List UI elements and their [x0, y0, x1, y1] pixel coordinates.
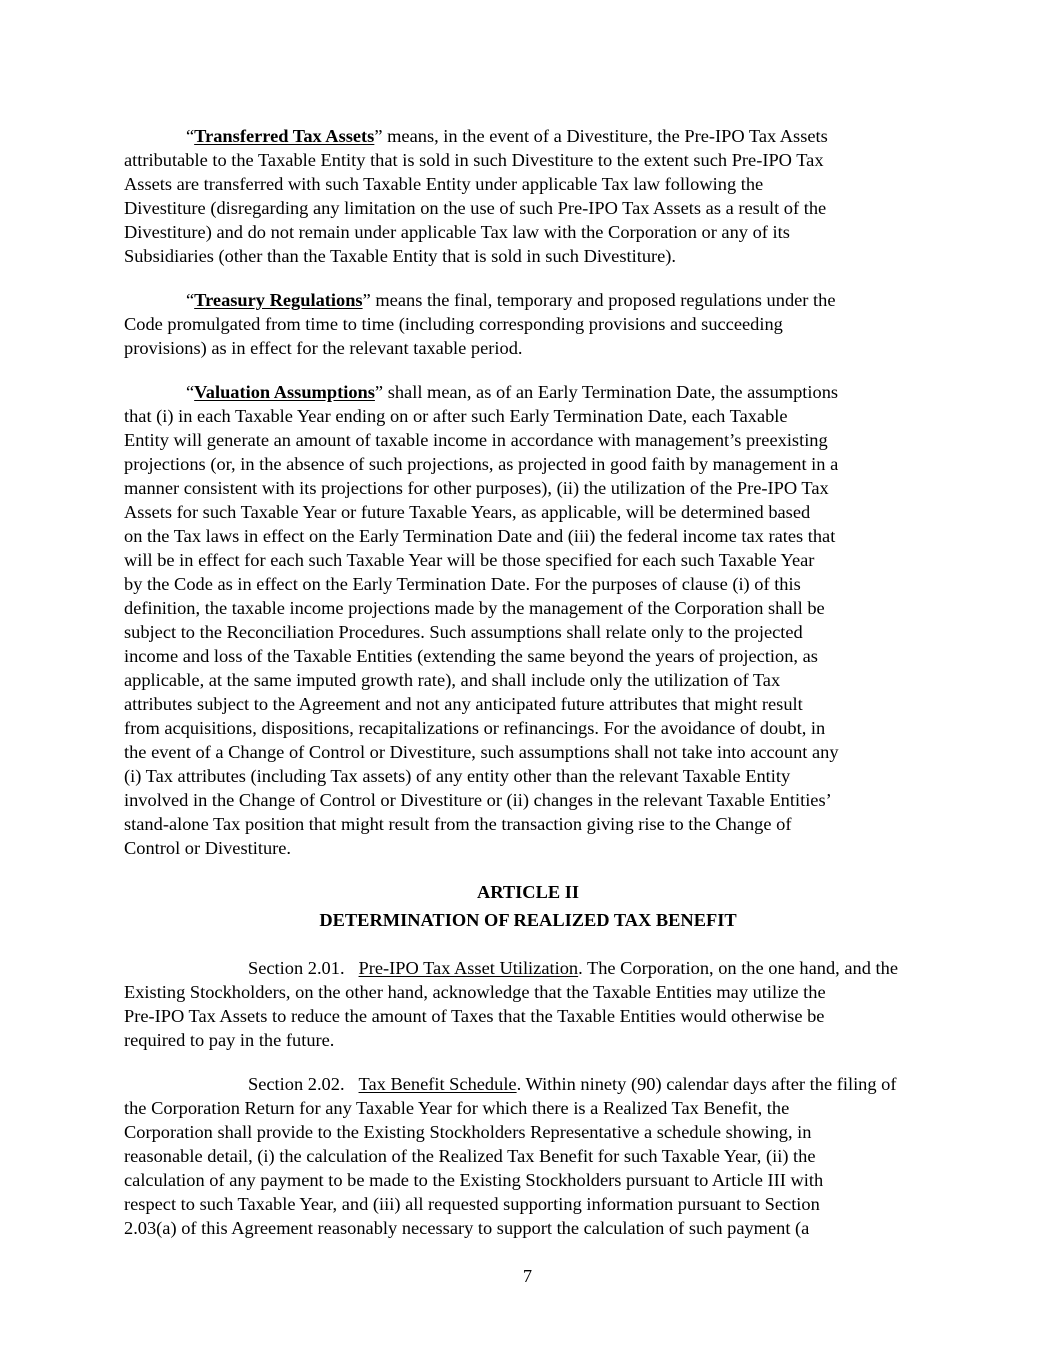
definition-text: means, in the event of a Divestiture, the Pre-IPO Tax Assets	[382, 126, 828, 146]
definition-line: from acquisitions, dispositions, recapitalizations or refinancings. For the avoidance of doubt, in	[124, 718, 826, 738]
section-heading: Tax Benefit Schedule	[358, 1074, 517, 1094]
section-label: Section 2.02.	[248, 1074, 345, 1094]
section-line: 2.03(a) of this Agreement reasonably necessary to support the calculation of such payment (a	[124, 1218, 810, 1238]
definition-line: provisions) as in effect for the relevant taxable period.	[124, 338, 523, 358]
article-title: DETERMINATION OF REALIZED TAX BENEFIT	[319, 910, 737, 930]
definition-text: means the final, temporary and proposed regulations under the	[370, 290, 836, 310]
defined-term: Transferred Tax Assets	[194, 126, 375, 146]
section-line: Corporation shall provide to the Existing Stockholders Representative a schedule showing, in	[124, 1122, 812, 1142]
definition-line: attributable to the Taxable Entity that is sold in such Divestiture to the extent such Pre-IPO Tax	[124, 150, 824, 170]
section-heading: Pre-IPO Tax Asset Utilization	[358, 958, 579, 978]
section-text: . Within ninety (90) calendar days after the filing of	[516, 1074, 897, 1094]
section-line: Pre-IPO Tax Assets to reduce the amount of Taxes that the Taxable Entities would otherwise be	[124, 1006, 825, 1026]
definition-line: definition, the taxable income projections made by the management of the Corporation shall be	[124, 598, 825, 618]
definition-valuation-assumptions	[124, 380, 932, 860]
section-2-01	[124, 956, 932, 1052]
definition-line: Entity will generate an amount of taxable income in accordance with management’s preexisting	[124, 430, 828, 450]
definition-line: manner consistent with its projections for other purposes), (ii) the utilization of the Pre-IPO Tax	[124, 478, 829, 498]
section-line: calculation of any payment to be made to the Existing Stockholders pursuant to Article III with	[124, 1170, 824, 1190]
definition-transferred-tax-assets	[124, 124, 932, 268]
open-quote: “	[186, 382, 195, 402]
definition-line: (i) Tax attributes (including Tax assets) of any entity other than the relevant Taxable Entity	[124, 766, 791, 786]
defined-term: Valuation Assumptions	[194, 382, 375, 402]
definition-line: Assets for such Taxable Year or future Taxable Years, as applicable, will be determined based	[124, 502, 811, 522]
definition-line: by the Code as in effect on the Early Termination Date. For the purposes of clause (i) of this	[124, 574, 801, 594]
definition-line: Code promulgated from time to time (including corresponding provisions and succeeding	[124, 314, 783, 334]
section-label: Section 2.01.	[248, 958, 345, 978]
definition-line: involved in the Change of Control or Divestiture or (ii) changes in the relevant Taxable Entities’	[124, 790, 832, 810]
definition-line: income and loss of the Taxable Entities (extending the same beyond the years of projection, as	[124, 646, 818, 666]
definition-line: Assets are transferred with such Taxable Entity under applicable Tax law following the	[124, 174, 764, 194]
section-line: required to pay in the future.	[124, 1030, 335, 1050]
section-2-02	[124, 1072, 932, 1240]
section-line: Existing Stockholders, on the other hand, acknowledge that the Taxable Entities may utilize the	[124, 982, 826, 1002]
page-number: 7	[522, 1266, 533, 1286]
close-quote: ”	[374, 126, 383, 146]
close-quote: ”	[374, 382, 384, 402]
article-number: ARTICLE II	[476, 882, 580, 902]
definition-line: stand-alone Tax position that might result from the transaction giving rise to the Change of	[124, 814, 792, 834]
definition-treasury-regulations	[124, 288, 932, 360]
definition-line: Subsidiaries (other than the Taxable Entity that is sold in such Divestiture).	[124, 246, 677, 266]
definition-line: projections (or, in the absence of such projections, as projected in good faith by management in a	[124, 454, 839, 474]
definition-line: applicable, at the same imputed growth rate), and shall include only the utilization of Tax	[124, 670, 781, 690]
defined-term: Treasury Regulations	[194, 290, 363, 310]
close-quote: ”	[362, 290, 371, 310]
section-text: . The Corporation, on the one hand, and the	[578, 958, 898, 978]
definition-line: that (i) in each Taxable Year ending on or after such Early Termination Date, each Taxable	[124, 406, 788, 426]
definition-line: attributes subject to the Agreement and not any anticipated future attributes that might result	[124, 694, 803, 714]
definition-line	[124, 380, 932, 404]
definition-text: shall mean, as of an Early Termination Date, the assumptions	[383, 382, 839, 402]
definition-line	[124, 288, 932, 312]
definition-line: Control or Divestiture.	[124, 838, 292, 858]
section-line	[124, 1072, 932, 1096]
open-quote: “	[186, 290, 195, 310]
definition-line: subject to the Reconciliation Procedures. Such assumptions shall relate only to the projected	[124, 622, 803, 642]
section-line: reasonable detail, (i) the calculation of the Realized Tax Benefit for such Taxable Year, (ii) the	[124, 1146, 816, 1166]
definition-line: Divestiture) and do not remain under applicable Tax law with the Corporation or any of its	[124, 222, 790, 242]
section-line: respect to such Taxable Year, and (iii) all requested supporting information pursuant to Section	[124, 1194, 820, 1214]
definition-line	[124, 124, 932, 148]
definition-line: Divestiture (disregarding any limitation on the use of such Pre-IPO Tax Assets as a result of the	[124, 198, 827, 218]
open-quote: “	[186, 126, 195, 146]
definition-line: on the Tax laws in effect on the Early Termination Date and (iii) the federal income tax rates that	[124, 526, 836, 546]
section-line: the Corporation Return for any Taxable Year for which there is a Realized Tax Benefit, the	[124, 1098, 790, 1118]
document-page	[124, 124, 932, 1260]
definition-line: the event of a Change of Control or Divestiture, such assumptions shall not take into account any	[124, 742, 839, 762]
definition-line: will be in effect for each such Taxable Year will be those specified for each such Taxable Year	[124, 550, 815, 570]
section-line	[124, 956, 932, 980]
